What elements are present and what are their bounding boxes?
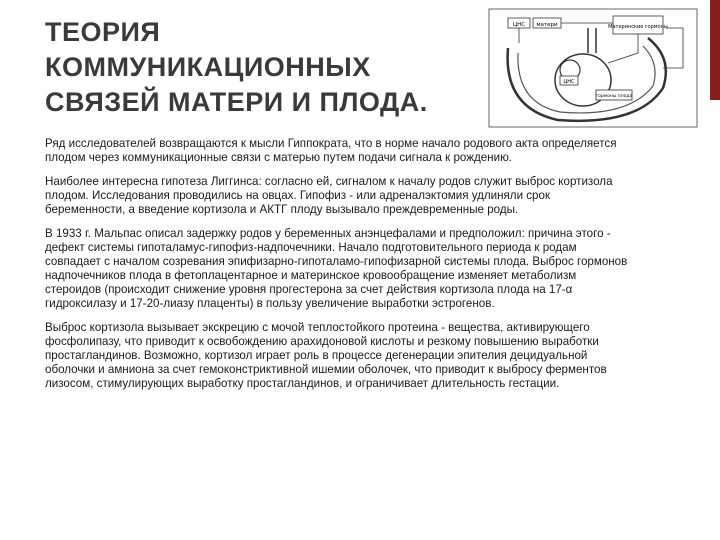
diagram-label-mother-hormones: Материнские гормоны [608, 24, 668, 30]
slide-title [45, 15, 485, 120]
paragraph-2: Наиболее интересна гипотеза Лиггинса: согласно ей, сигналом к началу родов служит выброс кортизола плодом. Исследования проводились на овцах. Гипофиз - или адреналэктомия удлиняли срок беременности, а введение кортизола и АКТГ плоду вызывало преждевременные роды. [45, 175, 613, 216]
paragraph-3: В 1933 г. Мальпас описал задержку родов у беременных анэнцефалами и предположил: причина этого - дефект системы гипоталамус-гипофиз-надпочечники. Начало подготовительного периода к родам совпадает с началом созревания эпифизарно-гипоталамо-гипофизарной системы плода. Выброс гормонов надпочечников плода в фетоплацентарное и материнское кровообращение изменяет метаболизм стероидов (происходит снижение уровня прогестерона за счет действия кортизола плода на 17-α гидроксилазу и 17-20-лиазу плаценты) в пользу увеличение выработки эстрогенов. [45, 227, 628, 310]
slide-body [45, 137, 630, 401]
mother-fetus-diagram [488, 8, 698, 128]
paragraph-1: Ряд исследователей возвращаются к мысли Гиппократа, что в норме начало родового акта определяется плодом через коммуникационные связи с матерью путем подачи сигнала к рождению. [45, 137, 617, 164]
title-line-1: ТЕОРИЯ [45, 17, 161, 47]
title-line-3: СВЯЗЕЙ МАТЕРИ И ПЛОДА. [45, 87, 428, 117]
paragraph-4: Выброс кортизола вызывает экскрецию с мочой теплостойкого протеина - вещества, активирующего фосфолипазу, что приводит к освобождению арахидоновой кислоты и резкому повышению выработки простагландинов. Возможно, кортизол играет роль в процессе дегенерации эпителия децидуальной оболочки и амниона за счет гемоконстриктивной ишемии оболочек, что приводит к выбросу ферментов лизосом, стимулирующих выработку простагландинов, и ограничивает длительность гестации. [45, 321, 607, 390]
diagram-label-fetus-hormones: гормоны плода [595, 94, 633, 99]
diagram-label-cns: ЦНС [512, 22, 526, 28]
diagram-label-cns-fetus: ЦНС [563, 79, 575, 85]
title-line-2: КОММУНИКАЦИОННЫХ [45, 52, 371, 82]
uterus-outline [508, 38, 666, 121]
diagram-label-mother: матери [536, 22, 558, 28]
accent-bar [710, 0, 720, 100]
